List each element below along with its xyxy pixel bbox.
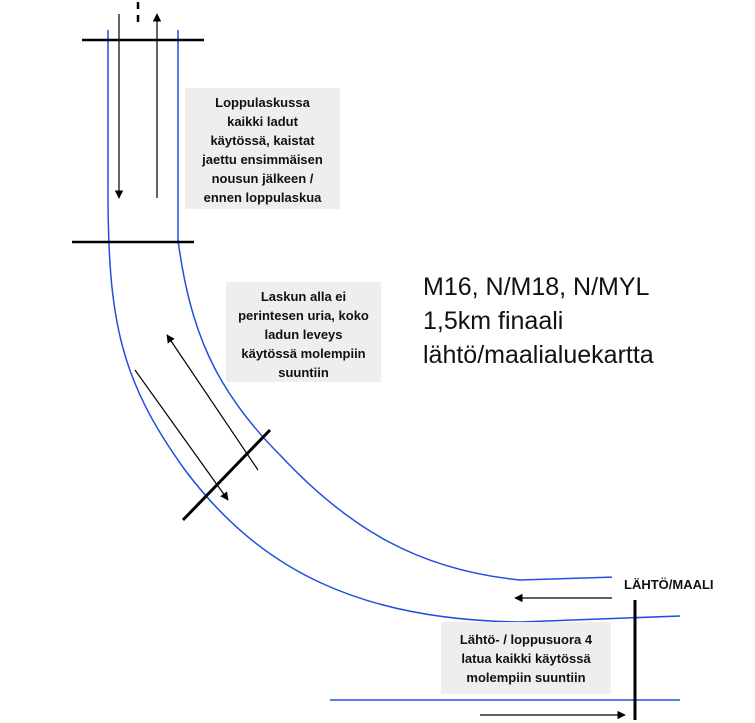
note-middle-line: suuntiin (278, 365, 329, 380)
note-middle-line: ladun leveys (264, 327, 343, 342)
note-bottom-line: molempiin suuntiin (466, 670, 586, 685)
diagonal-boundary-line (183, 430, 270, 520)
note-top-line: Loppulaskussa (215, 95, 310, 110)
note-bottom-line: latua kaikki käytössä (461, 651, 591, 666)
note-top-line: käytössä, kaistat (210, 133, 315, 148)
title-line: lähtö/maalialuekartta (423, 341, 654, 369)
note-middle-line: Laskun alla ei (260, 289, 347, 304)
note-bottom (441, 622, 611, 694)
note-middle-line: perintesen uria, koko (238, 308, 369, 323)
note-top (185, 88, 340, 209)
title-line: 1,5km finaali (423, 307, 564, 335)
note-middle (226, 282, 381, 382)
note-top-line: ennen loppulaskua (203, 190, 322, 205)
note-top-line: kaikki ladut (227, 114, 298, 129)
start-finish-label: LÄHTÖ/MAALI (612, 570, 726, 600)
note-top-line: nousun jälkeen / (211, 171, 314, 186)
map-title (423, 270, 654, 372)
downhill-arrow (135, 370, 228, 500)
title-line: M16, N/M18, N/MYL (423, 273, 650, 301)
note-middle-line: käytössä molempiin (241, 346, 366, 361)
note-top-line: jaettu ensimmäisen (202, 152, 323, 167)
note-bottom-line: Lähtö- / loppusuora 4 (459, 632, 593, 647)
